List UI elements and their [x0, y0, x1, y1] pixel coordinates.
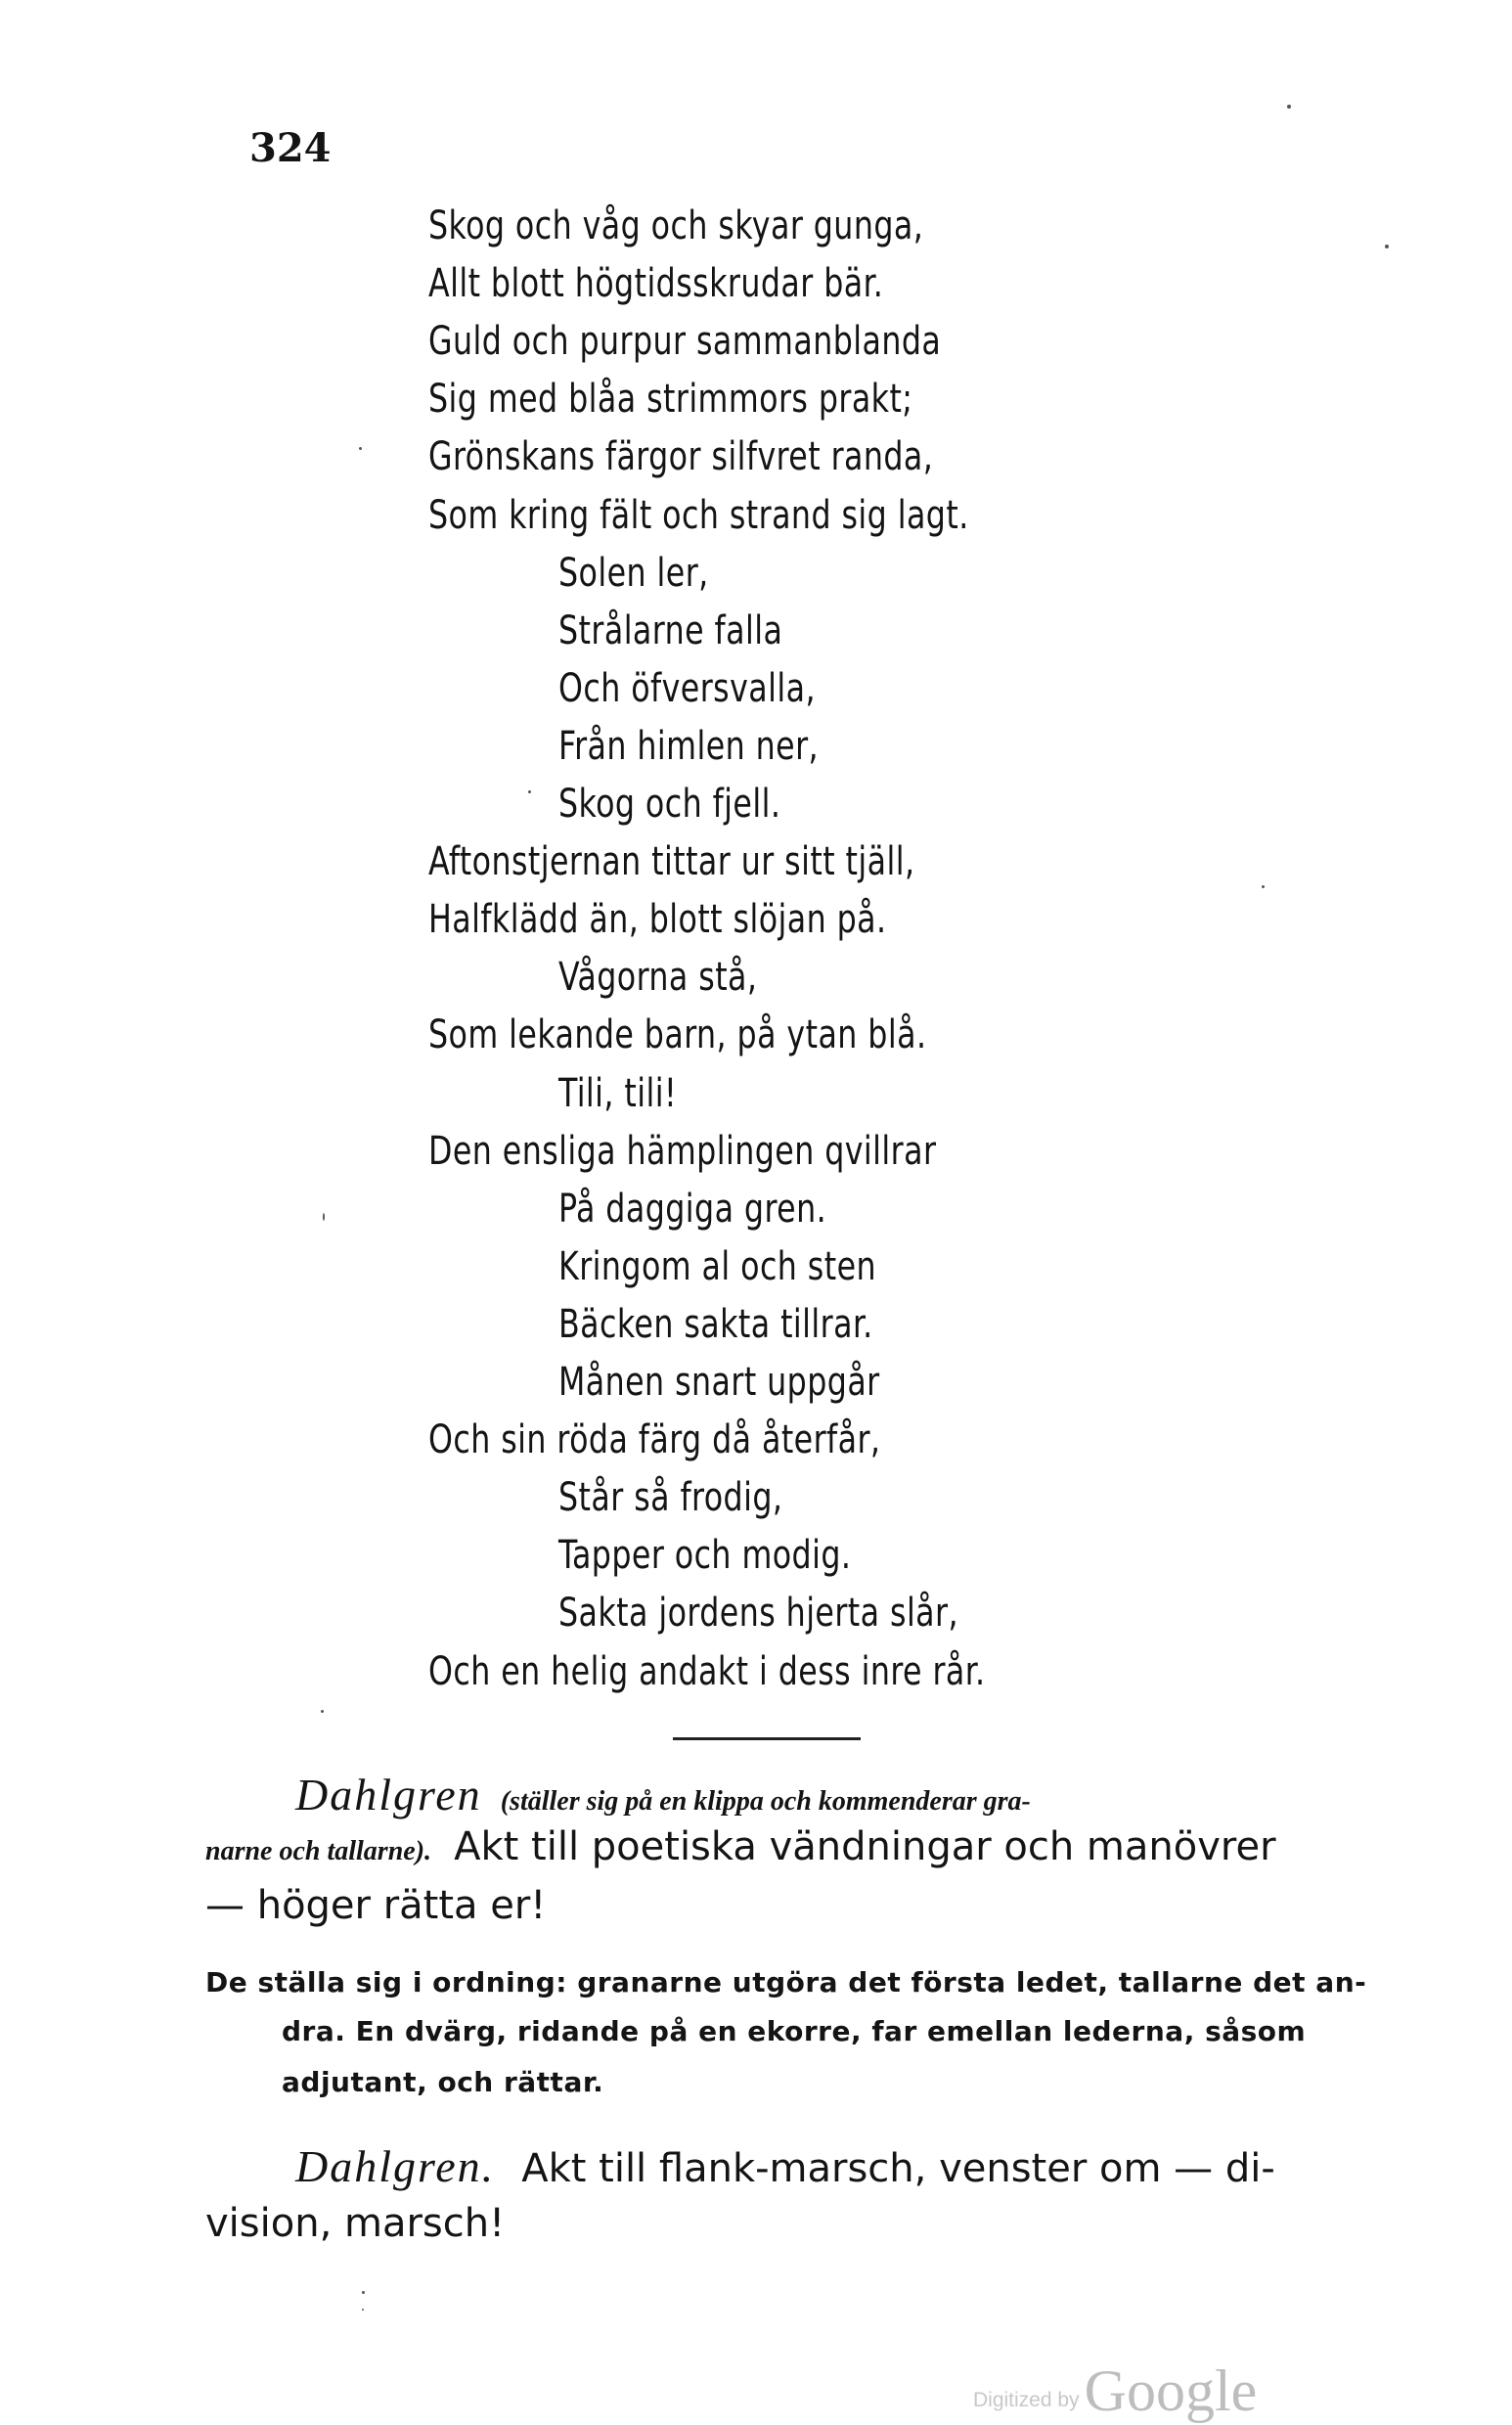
stage-direction-cont: narne och tallarne). — [205, 1836, 432, 1866]
poem-line: Strålarne falla — [558, 608, 783, 653]
section-divider — [673, 1737, 861, 1740]
speech-text-cont: — höger rätta er! — [205, 1883, 547, 1928]
poem-line: Tapper och modig. — [558, 1533, 852, 1578]
stage-direction-paragraph-line: adjutant, och rättar. — [282, 2066, 604, 2098]
speech-text: Akt till poetiska vändningar och manövrer — [454, 1824, 1276, 1869]
digitized-watermark — [973, 2358, 1257, 2425]
watermark-prefix: Digitized by — [973, 2389, 1080, 2411]
paper-speck — [323, 1213, 325, 1221]
dialogue2-line-1 — [295, 2140, 1275, 2192]
speech-text: Akt till flank-marsch, venster om — di- — [521, 2146, 1275, 2191]
poem-line: Den ensliga hämplingen qvillrar — [428, 1129, 937, 1174]
google-logo-text: Google — [1084, 2358, 1258, 2423]
speech-text-cont: vision, marsch! — [205, 2201, 506, 2246]
poem-line: Solen ler, — [558, 551, 709, 596]
paper-speck — [1287, 105, 1291, 109]
stage-direction: (ställer sig på en klippa och kommenderar gra- — [500, 1786, 1031, 1817]
paper-speck — [1385, 245, 1389, 248]
poem-line: Och en helig andakt i dess inre rår. — [428, 1649, 986, 1694]
poem-line: Skog och fjell. — [558, 782, 781, 827]
poem-line: Allt blott högtidsskrudar bär. — [428, 261, 884, 306]
speaker-name: Dahlgren. — [295, 2141, 496, 2191]
paper-speck — [359, 447, 362, 450]
poem-line: Guld och purpur sammanblanda — [428, 319, 942, 364]
dialogue-line-3 — [205, 1883, 546, 1928]
poem-line: Bäcken sakta tillrar. — [558, 1302, 873, 1347]
dialogue-line-2 — [205, 1824, 1276, 1869]
poem-line: Sig med blåa strimmors prakt; — [428, 377, 913, 422]
poem-line: Sakta jordens hjerta slår, — [558, 1591, 958, 1636]
speaker-name: Dahlgren — [295, 1770, 482, 1819]
paper-speck — [321, 1710, 324, 1713]
paper-speck — [528, 790, 531, 793]
poem-line: Skog och våg och skyar gunga, — [428, 203, 924, 248]
poem-line: Tili, tili! — [558, 1071, 678, 1116]
poem-line: Månen snart uppgår — [558, 1360, 880, 1405]
poem-line: Aftonstjernan tittar ur sitt tjäll, — [428, 839, 915, 884]
poem-line: Vågorna stå, — [558, 955, 758, 1000]
dialogue2-line-2 — [205, 2201, 505, 2246]
poem-line: Som lekande barn, på ytan blå. — [428, 1012, 927, 1057]
poem-line: Som kring fält och strand sig lagt. — [428, 493, 969, 538]
poem-line: Från himlen ner, — [558, 724, 820, 769]
poem-line: Grönskans färgor silfvret randa, — [428, 434, 934, 479]
poem-line: Kringom al och sten — [558, 1244, 877, 1289]
paper-speck — [1262, 885, 1265, 888]
page-number: 324 — [249, 125, 332, 171]
paper-speck — [362, 2309, 364, 2311]
stage-direction-paragraph-line: De ställa sig i ordning: granarne utgöra det första ledet, tallarne det an- — [205, 1966, 1367, 1998]
poem-line: På daggiga gren. — [558, 1187, 827, 1232]
dialogue-line-1 — [295, 1769, 1031, 1820]
poem-line: Halfklädd än, blott slöjan på. — [428, 897, 887, 942]
poem-line: Och sin röda färg då återfår, — [428, 1417, 881, 1462]
stage-direction-paragraph-line: dra. En dvärg, ridande på en ekorre, far emellan lederna, såsom — [282, 2015, 1307, 2047]
paper-speck — [362, 2291, 365, 2294]
poem-line: Står så frodig, — [558, 1475, 783, 1520]
poem-line: Och öfversvalla, — [558, 666, 816, 711]
